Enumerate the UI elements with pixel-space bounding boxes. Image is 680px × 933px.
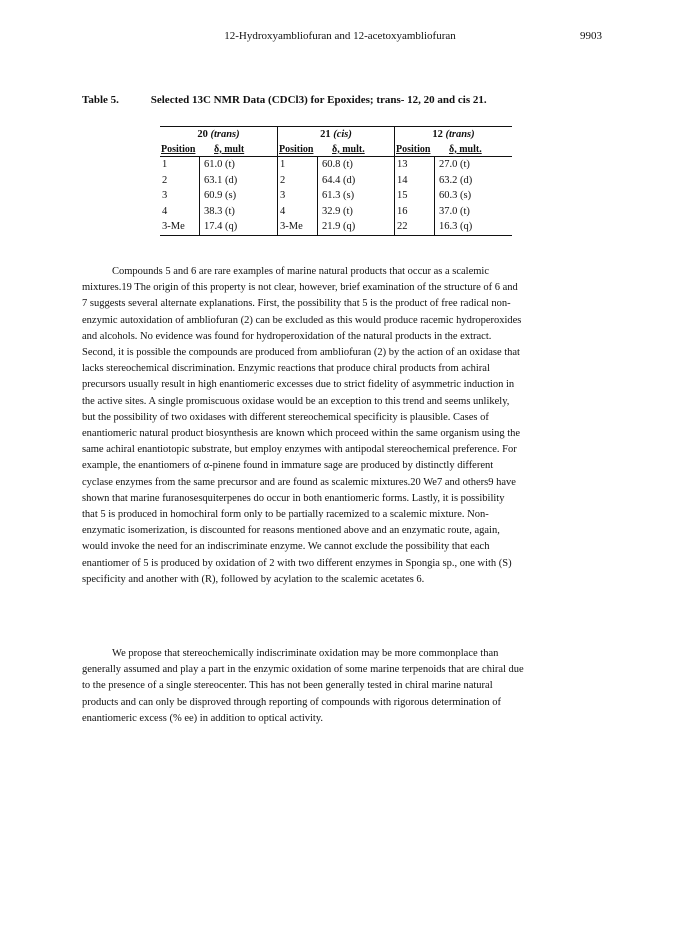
table-row <box>160 219 277 235</box>
table-row <box>160 157 277 173</box>
table-row <box>395 157 512 173</box>
position-header: Position <box>279 143 314 155</box>
text-line <box>82 410 596 426</box>
text-line <box>82 539 596 555</box>
text-line-content: example, the enantiomers of α-pinene found in immature sage are produced by distinctly different <box>82 460 494 472</box>
table-caption <box>82 94 487 106</box>
position-cell: 3-Me <box>278 219 318 235</box>
compound-20-column <box>160 127 277 235</box>
table-label: Table 5. <box>82 94 119 106</box>
table-bottom-rule <box>160 235 512 236</box>
nmr-table <box>160 126 512 236</box>
table-row <box>395 173 512 189</box>
column-headers <box>160 142 277 157</box>
compound-number: 12 <box>432 129 443 140</box>
paragraph-1 <box>82 264 596 588</box>
shift-cell: 63.1 (d) <box>204 174 238 186</box>
paragraph-2 <box>82 646 596 727</box>
text-line-content: mixtures.19 The origin of this property is not clear, however, brief examination of the structure of 6 and <box>82 282 518 294</box>
text-line-content: We propose that stereochemically indiscriminate oxidation may be more commonplace than <box>112 648 499 659</box>
position-cell: 16 <box>395 204 435 220</box>
text-line <box>82 556 596 572</box>
shift-cell: 61.3 (s) <box>322 190 355 202</box>
shift-cell: 21.9 (q) <box>322 221 356 233</box>
position-cell: 1 <box>278 157 318 173</box>
text-line <box>82 458 596 474</box>
text-line-content: and alcohols. No evidence was found for hydroperoxidation of the natural products in the extract. <box>82 330 492 342</box>
shift-cell: 63.2 (d) <box>439 174 473 186</box>
text-line <box>82 345 596 361</box>
text-line-content: cyclase enzymes from the same precursor and are found as scalemic mixtures.20 We7 and others9 have <box>82 476 516 488</box>
position-cell: 15 <box>395 188 435 204</box>
text-line-content: specificity and another with (R), followed by acylation to the scalemic acetates 6. <box>82 573 425 585</box>
shift-cell: 38.3 (t) <box>204 205 235 217</box>
table-row <box>278 188 394 204</box>
compound-number: 20 <box>197 129 208 140</box>
shift-cell: 61.0 (t) <box>204 159 235 171</box>
compound-config: (cis) <box>333 129 352 140</box>
compound-header <box>278 127 394 142</box>
text-line <box>82 394 596 410</box>
shift-cell: 32.9 (t) <box>322 205 353 217</box>
text-line <box>82 426 596 442</box>
text-line-content: 7 suggests several alternate explanations. First, the possibility that 5 is the product of free radical non- <box>82 298 511 310</box>
text-line <box>82 329 596 345</box>
shift-cell: 17.4 (q) <box>204 221 238 233</box>
position-header: Position <box>396 143 431 155</box>
text-line-content: lacks stereochemical discrimination. Enzymic reactions that produce chiral products from achiral <box>82 363 490 375</box>
table-row <box>160 188 277 204</box>
shift-cell: 60.3 (s) <box>439 190 472 202</box>
text-line-content: but the possibility of two oxidases with different stereochemical specificity is plausible. Cases of <box>82 411 489 423</box>
text-line-content: same achiral enantiotopic substrate, but employ enzymes with antipodal stereochemical preference. For <box>82 444 517 456</box>
column-headers <box>395 142 512 157</box>
position-cell: 3 <box>278 188 318 204</box>
shift-header: δ, mult. <box>449 143 482 155</box>
shift-header: δ, mult. <box>332 143 365 155</box>
text-line <box>82 695 596 711</box>
table-row <box>160 173 277 189</box>
table-row <box>278 204 394 220</box>
running-title: 12-Hydroxyambliofuran and 12-acetoxyambliofuran <box>224 30 456 42</box>
table-row <box>395 204 512 220</box>
position-cell: 2 <box>160 173 200 189</box>
table-row <box>395 219 512 235</box>
text-line <box>82 377 596 393</box>
position-cell: 2 <box>278 173 318 189</box>
text-line-content: products and can only be disproved through reporting of compounds with rigorous determination of <box>82 696 502 708</box>
text-line-content: generally assumed and play a part in the enzymic oxidation of some marine terpenoids that are chiral due <box>82 664 524 676</box>
page-number: 9903 <box>580 30 602 42</box>
text-line-content: the active sites. A single promiscuous oxidase would be an exception to this trend and seems unlikely, <box>82 395 510 407</box>
shift-cell: 37.0 (t) <box>439 205 470 217</box>
table-row <box>278 157 394 173</box>
table-row <box>160 204 277 220</box>
text-line-content: enantiomer of 5 is produced by oxidation of 2 with two different enzymes in Spongia sp., one with (S) <box>82 557 512 569</box>
compound-header <box>160 127 277 142</box>
position-header: Position <box>161 143 196 155</box>
text-line-content: to the presence of a single stereocenter. This has not been generally tested in chiral marine natural <box>82 680 493 692</box>
text-line-content: Second, it is possible the compounds are produced from ambliofuran (2) by the action of an oxidase that <box>82 347 520 359</box>
shift-cell: 60.9 (s) <box>204 190 237 202</box>
table-row <box>395 188 512 204</box>
compound-config: (trans) <box>445 129 475 140</box>
text-line-content: enzymic autoxidation of ambliofuran (2) can be excluded as this would produce racemic hydroperoxides <box>82 314 522 326</box>
text-line <box>82 572 596 588</box>
text-line-content: Compounds 5 and 6 are rare examples of marine natural products that occur as a scalemic <box>112 266 489 277</box>
text-line <box>82 662 596 678</box>
text-line <box>82 507 596 523</box>
compound-number: 21 <box>320 129 331 140</box>
position-cell: 13 <box>395 157 435 173</box>
text-line-content: shown that marine furanosesquiterpenes do occur in both enantiomeric forms. Lastly, it is possibility <box>82 492 505 504</box>
table-caption-text: Selected 13C NMR Data (CDCl3) for Epoxides; trans- 12, 20 and cis 21. <box>150 94 487 106</box>
table-row <box>278 219 394 235</box>
text-line-content: enantiomeric excess (% ee) in addition to optical activity. <box>82 712 324 724</box>
text-line <box>82 280 596 296</box>
text-line <box>82 296 596 312</box>
compound-header <box>395 127 512 142</box>
position-cell: 3 <box>160 188 200 204</box>
table-grid <box>160 127 512 235</box>
position-cell: 1 <box>160 157 200 173</box>
text-line-content: precursors usually result in high enantiomeric excesses due to strict fidelity of asymmetric induction in <box>82 379 515 391</box>
text-line <box>82 678 596 694</box>
text-line-content: that 5 is produced in homochiral form only to be partially racemized to a scalemic mixture. Non- <box>82 509 489 521</box>
shift-cell: 27.0 (t) <box>439 159 470 171</box>
compound-config: (trans) <box>210 129 240 140</box>
text-line <box>82 523 596 539</box>
position-cell: 3-Me <box>160 219 200 235</box>
position-cell: 22 <box>395 219 435 235</box>
text-line <box>82 442 596 458</box>
text-line <box>82 313 596 329</box>
running-header <box>0 30 680 46</box>
compound-12-column <box>394 127 512 235</box>
compound-21-column <box>277 127 394 235</box>
shift-cell: 64.4 (d) <box>322 174 356 186</box>
table-row <box>278 173 394 189</box>
shift-cell: 16.3 (q) <box>439 221 473 233</box>
text-line-content: would invoke the need for an indiscriminate enzyme. We cannot exclude the possibility that each <box>82 541 490 553</box>
position-cell: 14 <box>395 173 435 189</box>
text-line-content: enantiomeric natural product biosynthesis are known which proceed within the same organism using the <box>82 428 521 440</box>
position-cell: 4 <box>160 204 200 220</box>
text-line <box>82 711 596 727</box>
shift-header: δ, mult <box>214 143 245 155</box>
text-line <box>82 264 596 280</box>
position-cell: 4 <box>278 204 318 220</box>
text-line <box>82 646 596 662</box>
column-headers <box>278 142 394 157</box>
shift-cell: 60.8 (t) <box>322 159 353 171</box>
text-line <box>82 361 596 377</box>
text-line <box>82 491 596 507</box>
text-line-content: enzymatic isomerization, is discounted for reasons mentioned above and an enzymatic route, again, <box>82 525 500 537</box>
text-line <box>82 475 596 491</box>
